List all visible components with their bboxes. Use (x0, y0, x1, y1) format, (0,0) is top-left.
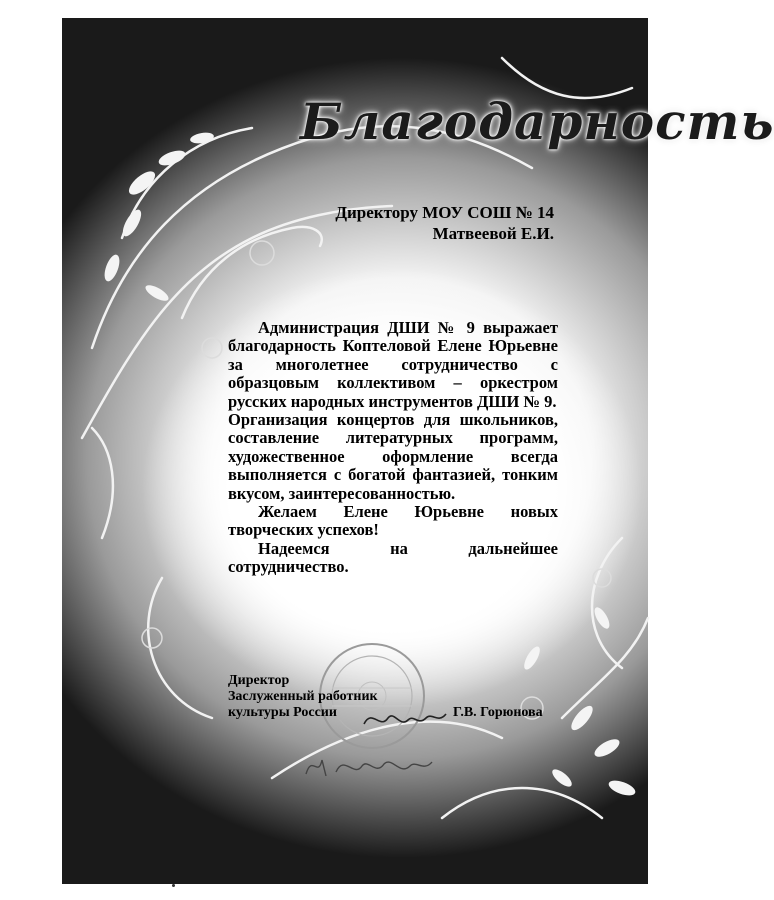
paragraph-gratitude: Администрация ДШИ № 9 выражает благодарность Коптеловой Елене Юрьевне за многолетнее сотрудничество с образцовым коллективом – оркестром русских народных инструментов ДШИ № 9. (228, 318, 558, 411)
addressee-position: Директору МОУ СОШ № 14 (335, 203, 554, 222)
addressee-block (300, 202, 554, 244)
letter-body (228, 319, 558, 577)
handwritten-note (300, 748, 440, 788)
paragraph-hope: Надеемся на дальнейшее сотрудничество. (228, 538, 558, 577)
paragraph-activities: Организация концертов для школьников, составление литературных программ, художественное оформление всегда выполняется с богатой фантазией, тонким вкусом, заинтересованностью. (228, 410, 558, 503)
signer-name: Г.В. Горюнова (453, 705, 543, 720)
signer-title: Заслуженный работник (228, 689, 378, 704)
handwritten-signature (360, 700, 450, 740)
signer-title-2: культуры России (228, 705, 337, 720)
addressee-name: Матвеевой Е.И. (432, 224, 554, 243)
scan-speck (172, 884, 175, 887)
paragraph-wishes: Желаем Елене Юрьевне новых творческих успехов! (228, 502, 558, 540)
certificate-title: Благодарность (300, 92, 774, 151)
signer-position: Директор (228, 673, 290, 688)
